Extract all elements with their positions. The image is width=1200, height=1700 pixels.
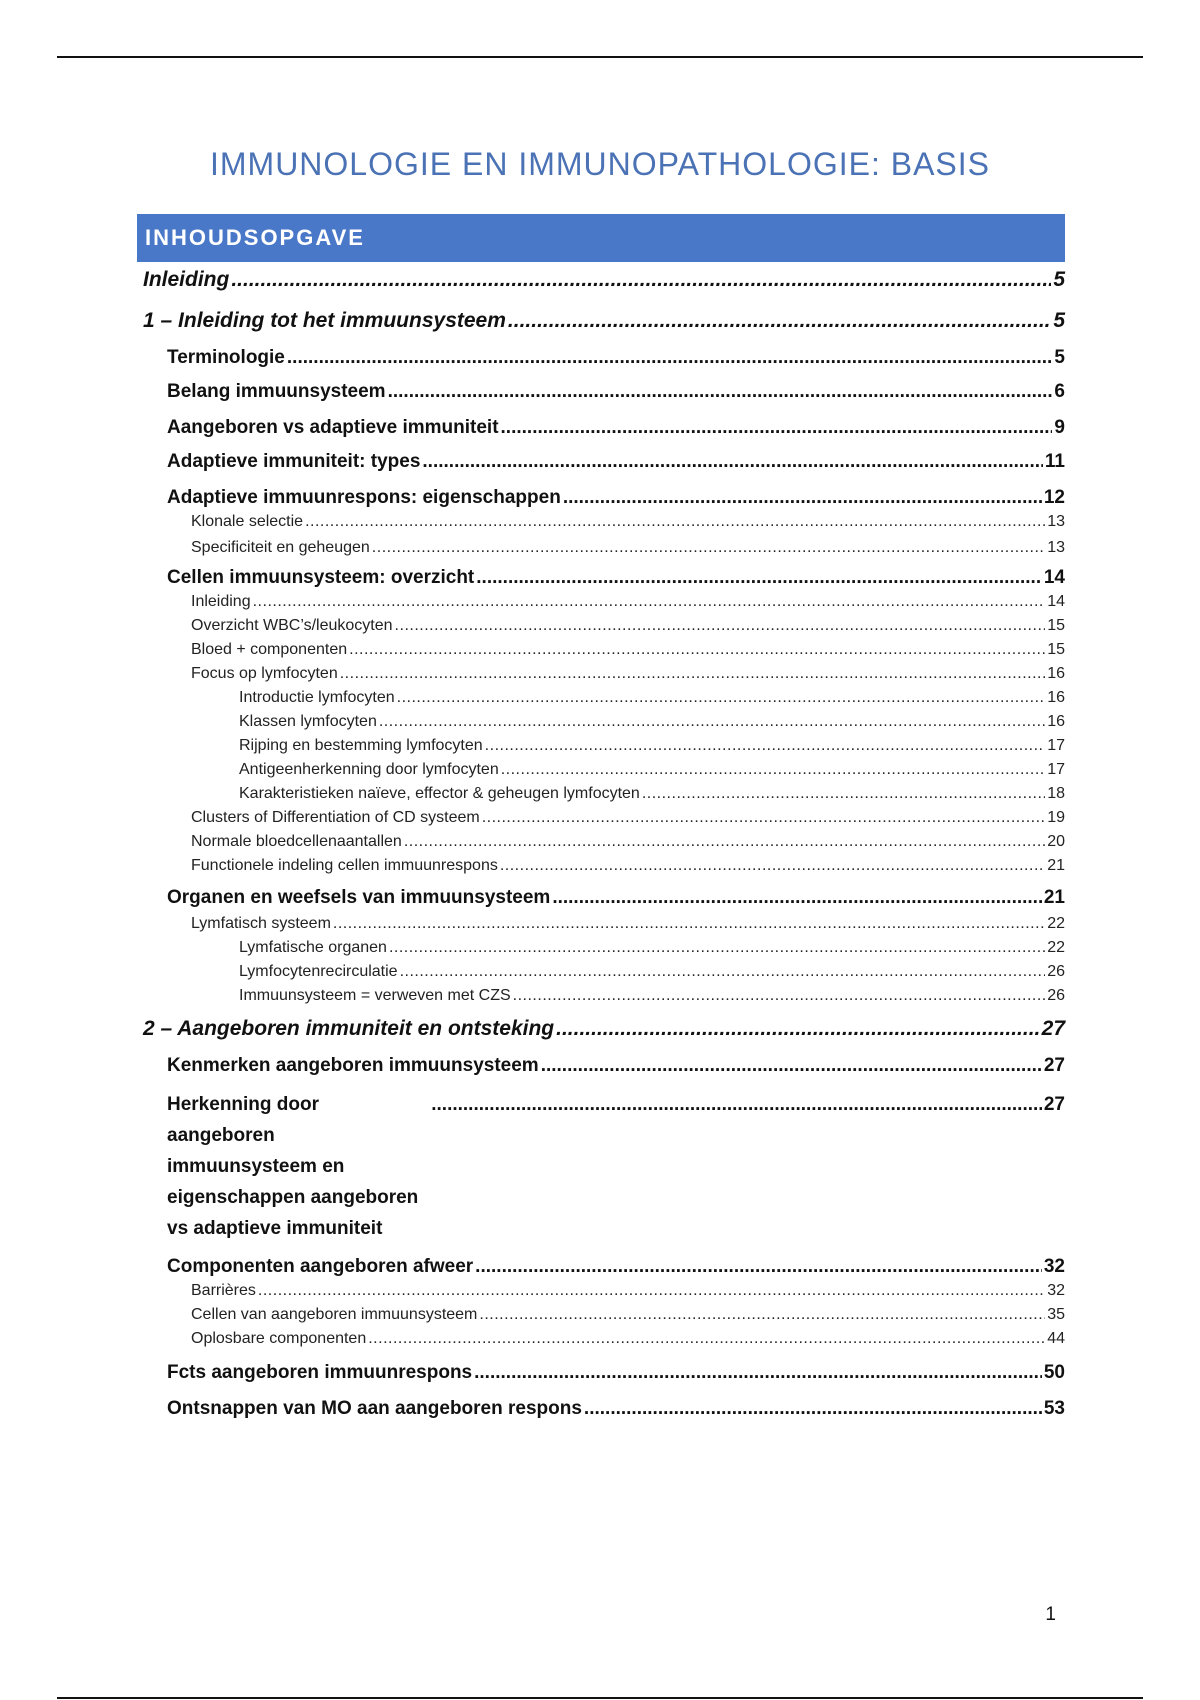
toc-entry-page: 15 [1047, 641, 1065, 658]
toc-entry-page: 27 [1043, 1055, 1065, 1076]
toc-entry-title: Herkenning door aangeboren immuunsysteem en eigenschappen aangeboren vs adaptieve immuniteit [167, 1094, 419, 1239]
toc-entry-title: Klassen lymfocyten [239, 713, 377, 730]
toc-entry-title: Adaptieve immuunrespons: eigenschappen [167, 487, 561, 508]
toc-entry-page: 26 [1047, 963, 1065, 980]
toc-dot-leader [404, 833, 1045, 851]
toc-entry[interactable] [137, 513, 1065, 531]
toc-dot-leader [372, 539, 1045, 557]
toc-entry[interactable] [137, 487, 1065, 509]
toc-heading: INHOUDSOPGAVE [145, 225, 365, 250]
toc-dot-leader [501, 761, 1045, 779]
toc-dot-leader [479, 1306, 1045, 1324]
toc-dot-leader [253, 593, 1046, 611]
toc-entry-title: Belang immuunsysteem [167, 381, 386, 402]
toc-dot-leader [563, 487, 1042, 509]
table-of-contents [137, 262, 1065, 1420]
toc-dot-leader [642, 785, 1045, 803]
toc-dot-leader [287, 347, 1053, 369]
toc-entry-page: 19 [1047, 809, 1065, 826]
toc-dot-leader [552, 887, 1042, 909]
toc-entry[interactable] [137, 761, 1065, 779]
toc-entry-page: 13 [1047, 539, 1065, 556]
toc-entry-title: Terminologie [167, 347, 285, 368]
toc-entry-page: 16 [1047, 689, 1065, 706]
toc-dot-leader [501, 417, 1053, 439]
toc-dot-leader [379, 713, 1045, 731]
toc-entry-page: 50 [1043, 1362, 1065, 1383]
toc-entry[interactable] [137, 309, 1065, 333]
toc-entry-title: 1 – Inleiding tot het immuunsysteem [143, 309, 506, 332]
toc-entry-title: Fcts aangeboren immuunrespons [167, 1362, 473, 1383]
toc-entry[interactable] [137, 809, 1065, 827]
toc-entry[interactable] [137, 593, 1065, 611]
toc-entry[interactable] [137, 857, 1065, 875]
toc-entry-page: 27 [1043, 1094, 1065, 1115]
toc-dot-leader [305, 513, 1045, 531]
toc-dot-leader [397, 689, 1046, 707]
toc-entry-title: Inleiding [143, 268, 230, 291]
toc-entry-title: Clusters of Differentiation of CD systeem [191, 809, 480, 826]
toc-entry-title: Bloed + componenten [191, 641, 348, 658]
toc-dot-leader [513, 987, 1046, 1005]
toc-entry-title: Kenmerken aangeboren immuunsysteem [167, 1055, 539, 1076]
toc-entry-page: 18 [1047, 785, 1065, 802]
toc-entry-page: 13 [1047, 513, 1065, 530]
toc-heading-banner [137, 214, 1065, 262]
toc-entry-page: 16 [1047, 713, 1065, 730]
toc-entry-title: Immuunsysteem = verweven met CZS [239, 987, 511, 1004]
toc-entry[interactable] [137, 1055, 1065, 1077]
toc-entry-page: 14 [1047, 593, 1065, 610]
toc-entry[interactable] [137, 833, 1065, 851]
toc-entry-page: 32 [1043, 1256, 1065, 1277]
toc-dot-leader [485, 737, 1046, 755]
toc-entry[interactable] [137, 641, 1065, 659]
toc-entry[interactable] [137, 1398, 1065, 1420]
toc-dot-leader [584, 1398, 1042, 1420]
toc-entry-title: Oplosbare componenten [191, 1330, 367, 1347]
toc-entry-page: 44 [1047, 1330, 1065, 1347]
toc-entry-title: 2 – Aangeboren immuniteit en ontsteking [143, 1017, 555, 1040]
toc-entry-title: Organen en weefsels van immuunsysteem [167, 887, 551, 908]
toc-dot-leader [476, 567, 1042, 589]
toc-entry[interactable] [137, 1089, 1065, 1244]
toc-entry-page: 11 [1044, 451, 1065, 472]
toc-entry-title: Karakteristieken naïeve, effector & geheugen lymfocyten [239, 785, 640, 802]
toc-entry-title: Adaptieve immuniteit: types [167, 451, 421, 472]
toc-entry[interactable] [137, 1017, 1065, 1041]
toc-dot-leader [556, 1017, 1040, 1041]
toc-entry[interactable] [137, 665, 1065, 683]
toc-entry-page: 35 [1047, 1306, 1065, 1323]
toc-dot-leader [368, 1330, 1045, 1348]
toc-entry-page: 5 [1053, 268, 1065, 291]
toc-entry[interactable] [137, 567, 1065, 589]
toc-entry-title: Focus op lymfocyten [191, 665, 338, 682]
toc-dot-leader [422, 451, 1043, 473]
toc-dot-leader [400, 963, 1046, 981]
toc-entry-title: Ontsnappen van MO aan aangeboren respons [167, 1398, 582, 1419]
toc-entry-title: Overzicht WBC’s/leukocyten [191, 617, 393, 634]
toc-dot-leader [389, 939, 1045, 957]
toc-entry-page: 12 [1043, 487, 1065, 508]
toc-entry[interactable] [137, 887, 1065, 909]
toc-dot-leader [340, 665, 1045, 683]
toc-dot-leader [388, 381, 1053, 403]
toc-entry-title: Barrières [191, 1282, 256, 1299]
toc-entry-page: 26 [1047, 987, 1065, 1004]
toc-entry-page: 14 [1043, 567, 1065, 588]
toc-entry[interactable] [137, 1306, 1065, 1324]
toc-entry[interactable] [137, 713, 1065, 731]
toc-entry[interactable] [137, 451, 1065, 473]
toc-dot-leader [333, 915, 1045, 933]
toc-entry-page: 5 [1054, 347, 1065, 368]
toc-dot-leader [475, 1256, 1042, 1278]
toc-entry[interactable] [137, 1362, 1065, 1384]
toc-entry[interactable] [137, 987, 1065, 1005]
toc-entry-page: 27 [1041, 1017, 1065, 1040]
toc-entry[interactable] [137, 417, 1065, 439]
page-number: 1 [1045, 1604, 1056, 1625]
toc-entry[interactable] [137, 689, 1065, 707]
toc-entry-page: 32 [1047, 1282, 1065, 1299]
document-title: IMMUNOLOGIE EN IMMUNOPATHOLOGIE: BASIS [209, 146, 990, 182]
toc-entry-title: Klonale selectie [191, 513, 304, 530]
toc-entry-title: Componenten aangeboren afweer [167, 1256, 474, 1277]
toc-dot-leader [474, 1362, 1042, 1384]
toc-dot-leader [541, 1055, 1042, 1077]
toc-entry-title: Antigeenherkenning door lymfocyten [239, 761, 499, 778]
header-rule [57, 56, 1143, 58]
toc-dot-leader [431, 1089, 1042, 1120]
toc-dot-leader [258, 1282, 1045, 1300]
toc-entry-title: Functionele indeling cellen immuunrespons [191, 857, 498, 874]
toc-entry-page: 22 [1047, 915, 1065, 932]
toc-dot-leader [508, 309, 1051, 333]
toc-entry-title: Specificiteit en geheugen [191, 539, 370, 556]
toc-entry[interactable] [137, 1282, 1065, 1300]
toc-entry-page: 21 [1047, 857, 1065, 874]
toc-entry-page: 5 [1053, 309, 1065, 332]
toc-entry[interactable] [137, 939, 1065, 957]
toc-entry[interactable] [137, 737, 1065, 755]
toc-entry-title: Rijping en bestemming lymfocyten [239, 737, 483, 754]
toc-entry-title: Inleiding [191, 593, 251, 610]
toc-entry-page: 20 [1047, 833, 1065, 850]
toc-entry-page: 15 [1047, 617, 1065, 634]
toc-entry-title: Introductie lymfocyten [239, 689, 395, 706]
toc-entry-title: Lymfatisch systeem [191, 915, 331, 932]
toc-entry-page: 16 [1047, 665, 1065, 682]
toc-entry-title: Lymfocytenrecirculatie [239, 963, 398, 980]
toc-entry[interactable] [137, 785, 1065, 803]
toc-entry-page: 17 [1047, 737, 1065, 754]
toc-entry-page: 9 [1054, 417, 1065, 438]
toc-entry-title: Aangeboren vs adaptieve immuniteit [167, 417, 499, 438]
toc-entry[interactable] [137, 381, 1065, 403]
toc-entry-title: Normale bloedcellenaantallen [191, 833, 402, 850]
toc-entry[interactable] [137, 347, 1065, 369]
toc-dot-leader [482, 809, 1046, 827]
toc-entry[interactable] [137, 1330, 1065, 1348]
toc-entry-page: 17 [1047, 761, 1065, 778]
toc-dot-leader [395, 617, 1046, 635]
toc-entry[interactable] [137, 1256, 1065, 1278]
toc-entry-title: Lymfatische organen [239, 939, 387, 956]
toc-entry-page: 53 [1043, 1398, 1065, 1419]
toc-entry[interactable] [137, 539, 1065, 557]
toc-dot-leader [231, 268, 1051, 292]
toc-dot-leader [500, 857, 1045, 875]
toc-entry-title: Cellen van aangeboren immuunsysteem [191, 1306, 478, 1323]
toc-entry[interactable] [137, 617, 1065, 635]
toc-entry[interactable] [137, 915, 1065, 933]
footer-rule [57, 1697, 1143, 1699]
toc-entry-page: 22 [1047, 939, 1065, 956]
toc-dot-leader [349, 641, 1045, 659]
toc-entry-title: Cellen immuunsysteem: overzicht [167, 567, 475, 588]
toc-entry[interactable] [137, 963, 1065, 981]
toc-entry-page: 6 [1054, 381, 1065, 402]
toc-entry-page: 21 [1043, 887, 1065, 908]
toc-entry[interactable] [137, 268, 1065, 292]
